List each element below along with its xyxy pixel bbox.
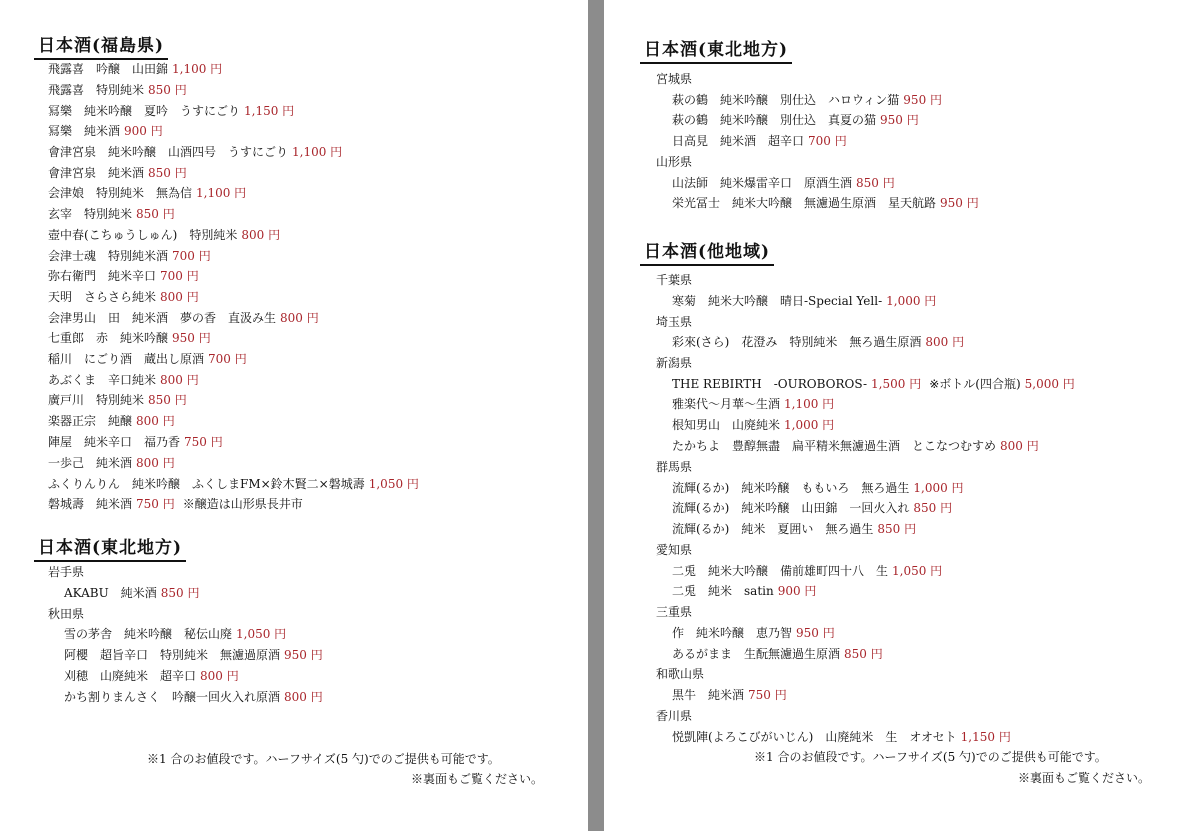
item-name: 会津士魂 特別純米酒 bbox=[48, 249, 169, 263]
list-item bbox=[48, 497, 303, 511]
item-name: 彩來(さら) 花澄み 特別純米 無ろ過生原酒 bbox=[672, 335, 922, 349]
list-item bbox=[672, 626, 835, 640]
list-item bbox=[48, 62, 222, 76]
region-heading-yamagata: 山形県 bbox=[656, 155, 693, 169]
list-item bbox=[48, 207, 175, 221]
list-item bbox=[672, 377, 1075, 391]
item-name: 黒牛 純米酒 bbox=[672, 688, 745, 702]
item-name: 飛露喜 吟醸 山田錦 bbox=[48, 62, 169, 76]
item-name: 雪の茅舎 純米吟醸 秘伝山廃 bbox=[64, 627, 233, 641]
page-divider bbox=[588, 0, 604, 831]
list-item bbox=[672, 501, 952, 515]
item-name: 廣戸川 特別純米 bbox=[48, 393, 145, 407]
list-item bbox=[48, 269, 199, 283]
item-price: 850 円 bbox=[160, 586, 200, 600]
list-item bbox=[672, 418, 834, 432]
item-price: 700 円 bbox=[160, 269, 199, 283]
item-price: 1,050 円 bbox=[368, 477, 419, 491]
list-item bbox=[672, 439, 1039, 453]
region-heading-wakayama: 和歌山県 bbox=[656, 667, 705, 681]
region-heading-gunma: 群馬県 bbox=[656, 460, 693, 474]
item-price: 1,500 円 bbox=[871, 377, 922, 391]
item-price: 950 円 bbox=[903, 93, 943, 107]
item-name: 會津宮泉 純米吟醸 山酒四号 うすにごり bbox=[48, 145, 289, 159]
item-name: 刈穂 山廃純米 超辛口 bbox=[64, 669, 197, 683]
item-name: 萩の鶴 純米吟醸 別仕込 ハロウィン猫 bbox=[672, 93, 900, 107]
section-title-tohoku: 日本酒(東北地方) bbox=[34, 538, 186, 562]
list-item bbox=[64, 690, 323, 704]
see-reverse-note: ※裏面もご覧ください。 bbox=[411, 772, 544, 786]
item-price: 1,000 円 bbox=[784, 418, 835, 432]
item-name: 寒菊 純米大吟醸 晴日-Special Yell- bbox=[672, 294, 883, 308]
item-price: 950 円 bbox=[796, 626, 835, 640]
item-name: 飛露喜 特別純米 bbox=[48, 83, 145, 97]
list-item bbox=[48, 228, 280, 242]
item-name: 陣屋 純米辛口 福乃香 bbox=[48, 435, 181, 449]
item-price: 1,150 円 bbox=[960, 730, 1011, 744]
list-item bbox=[672, 647, 883, 661]
item-price: 800 円 bbox=[284, 690, 323, 704]
list-item bbox=[672, 397, 834, 411]
item-name: たかちよ 豊醇無盡 扁平精米無濾過生酒 とこなつむすめ bbox=[672, 439, 997, 453]
item-name: 壺中春(こちゅうしゅん) 特別純米 bbox=[48, 228, 238, 242]
item-name: 七重郎 赤 純米吟醸 bbox=[48, 331, 169, 345]
list-item bbox=[672, 176, 895, 190]
item-name: 弥右衛門 純米辛口 bbox=[48, 269, 157, 283]
item-price: 1,150 円 bbox=[244, 104, 295, 118]
item-name: THE REBIRTH -OUROBOROS- bbox=[672, 377, 868, 391]
item-price: 1,050 円 bbox=[892, 564, 943, 578]
region-heading-akita: 秋田県 bbox=[48, 607, 85, 621]
list-item bbox=[672, 294, 936, 308]
list-item bbox=[672, 564, 942, 578]
item-name: AKABU 純米酒 bbox=[64, 586, 157, 600]
item-price: 750 円 bbox=[748, 688, 787, 702]
list-item bbox=[48, 331, 211, 345]
item-name: 會津宮泉 純米酒 bbox=[48, 166, 145, 180]
item-name: 会津男山 田 純米酒 夢の香 直汲み生 bbox=[48, 311, 277, 325]
item-price: 750 円 bbox=[136, 497, 175, 511]
item-name: 流輝(るか) 純米吟醸 ももいろ 無ろ過生 bbox=[672, 481, 910, 495]
list-item bbox=[672, 335, 964, 349]
item-name: 冩樂 純米酒 bbox=[48, 124, 121, 138]
item-price: 1,050 円 bbox=[236, 627, 287, 641]
item-name: 稲川 にごり酒 蔵出し原酒 bbox=[48, 352, 205, 366]
item-name: 根知男山 山廃純米 bbox=[672, 418, 781, 432]
item-name: 楽器正宗 純醸 bbox=[48, 414, 133, 428]
item-price: 800 円 bbox=[1000, 439, 1039, 453]
item-name: 玄宰 特別純米 bbox=[48, 207, 133, 221]
item-price: 800 円 bbox=[200, 669, 239, 683]
item-price: 800 円 bbox=[925, 335, 965, 349]
region-heading-iwate: 岩手県 bbox=[48, 565, 85, 579]
item-bottle-price: 5,000 円 bbox=[1024, 377, 1075, 391]
item-price: 800 円 bbox=[136, 414, 175, 428]
list-item bbox=[48, 166, 187, 180]
right-menu-page bbox=[604, 0, 1193, 831]
item-price: 1,000 円 bbox=[913, 481, 964, 495]
list-item bbox=[48, 145, 342, 159]
item-name: 一歩己 純米酒 bbox=[48, 456, 133, 470]
item-price: 700 円 bbox=[208, 352, 247, 366]
region-heading-chiba: 千葉県 bbox=[656, 273, 693, 287]
item-name: 流輝(るか) 純米 夏囲い 無ろ過生 bbox=[672, 522, 874, 536]
item-price: 850 円 bbox=[844, 647, 883, 661]
item-note: ※醸造は山形県長井市 bbox=[182, 497, 303, 511]
item-price: 1,000 円 bbox=[886, 294, 937, 308]
list-item bbox=[672, 93, 942, 107]
item-price: 850 円 bbox=[148, 83, 187, 97]
item-price: 800 円 bbox=[136, 456, 175, 470]
list-item bbox=[64, 586, 199, 600]
item-price: 800 円 bbox=[241, 228, 281, 242]
list-item bbox=[672, 584, 816, 598]
item-price: 1,100 円 bbox=[196, 186, 247, 200]
see-reverse-note: ※裏面もご覧ください。 bbox=[1018, 771, 1151, 785]
item-name: 冩樂 純米吟醸 夏吟 うすにごり bbox=[48, 104, 241, 118]
list-item bbox=[48, 393, 187, 407]
item-name: あぶくま 辛口純米 bbox=[48, 373, 157, 387]
item-price: 1,100 円 bbox=[292, 145, 343, 159]
item-name: ふくりんりん 純米吟醸 ふくしまFM×鈴木賢二×磐城壽 bbox=[48, 477, 365, 491]
item-price: 850 円 bbox=[913, 501, 953, 515]
item-price: 700 円 bbox=[808, 134, 847, 148]
list-item bbox=[48, 456, 175, 470]
item-name: 会津娘 特別純米 無為信 bbox=[48, 186, 193, 200]
list-item bbox=[64, 648, 323, 662]
section-title-other-regions: 日本酒(他地域) bbox=[640, 242, 774, 266]
list-item bbox=[672, 196, 979, 210]
item-price: 850 円 bbox=[856, 176, 895, 190]
item-name: あるがまま 生酛無濾過生原酒 bbox=[672, 647, 841, 661]
serving-size-note: ※1 合のお値段です。ハーフサイズ(5 勺)でのご提供も可能です。 bbox=[754, 750, 1107, 764]
list-item bbox=[48, 186, 246, 200]
item-price: 1,100 円 bbox=[172, 62, 223, 76]
list-item bbox=[48, 249, 211, 263]
item-price: 850 円 bbox=[148, 393, 187, 407]
list-item bbox=[672, 481, 964, 495]
list-item bbox=[672, 134, 847, 148]
item-name: かち割りまんさく 吟醸一回火入れ原酒 bbox=[64, 690, 281, 704]
list-item bbox=[48, 352, 247, 366]
region-heading-saitama: 埼玉県 bbox=[656, 315, 693, 329]
list-item bbox=[672, 730, 1011, 744]
list-item bbox=[48, 414, 175, 428]
item-price: 900 円 bbox=[124, 124, 163, 138]
item-price: 850 円 bbox=[136, 207, 175, 221]
list-item bbox=[48, 373, 199, 387]
region-heading-miyagi: 宮城県 bbox=[656, 72, 693, 86]
left-menu-page bbox=[0, 0, 588, 831]
item-price: 950 円 bbox=[940, 196, 979, 210]
item-price: 700 円 bbox=[172, 249, 211, 263]
item-name: 二兎 純米 satin bbox=[672, 584, 774, 598]
list-item bbox=[48, 311, 319, 325]
item-price: 750 円 bbox=[184, 435, 223, 449]
section-title-tohoku: 日本酒(東北地方) bbox=[640, 40, 792, 64]
item-name: 阿櫻 超旨辛口 特別純米 無濾過原酒 bbox=[64, 648, 281, 662]
item-name: 山法師 純米爆雷辛口 原酒生酒 bbox=[672, 176, 853, 190]
item-name: 悦凱陣(よろこびがいじん) 山廃純米 生 オオセト bbox=[672, 730, 957, 744]
item-name: 二兎 純米大吟醸 備前雄町四十八 生 bbox=[672, 564, 889, 578]
item-price: 850 円 bbox=[148, 166, 187, 180]
list-item bbox=[64, 627, 286, 641]
serving-size-note: ※1 合のお値段です。ハーフサイズ(5 勺)でのご提供も可能です。 bbox=[147, 752, 500, 766]
item-name: 作 純米吟醸 恵乃智 bbox=[672, 626, 793, 640]
item-name: 日高見 純米酒 超辛口 bbox=[672, 134, 805, 148]
item-name: 天明 さらさら純米 bbox=[48, 290, 157, 304]
region-heading-mie: 三重県 bbox=[656, 605, 693, 619]
item-price: 800 円 bbox=[160, 373, 199, 387]
item-name: 萩の鶴 純米吟醸 別仕込 真夏の猫 bbox=[672, 113, 877, 127]
list-item bbox=[48, 124, 163, 138]
list-item bbox=[672, 522, 916, 536]
list-item bbox=[64, 669, 239, 683]
list-item bbox=[672, 113, 919, 127]
item-name: 磐城壽 純米酒 bbox=[48, 497, 133, 511]
item-price: 800 円 bbox=[160, 290, 199, 304]
item-price: 800 円 bbox=[280, 311, 319, 325]
list-item bbox=[48, 435, 223, 449]
list-item bbox=[48, 477, 419, 491]
region-heading-aichi: 愛知県 bbox=[656, 543, 693, 557]
item-price: 950 円 bbox=[880, 113, 919, 127]
section-title-fukushima: 日本酒(福島県) bbox=[34, 36, 168, 60]
list-item bbox=[48, 83, 187, 97]
item-price: 950 円 bbox=[284, 648, 323, 662]
item-price: 950 円 bbox=[172, 331, 211, 345]
item-name: 栄光冨士 純米大吟醸 無濾過生原酒 星天航路 bbox=[672, 196, 937, 210]
list-item bbox=[672, 688, 787, 702]
item-name: 雅楽代～月華～生酒 bbox=[672, 397, 781, 411]
list-item bbox=[48, 104, 294, 118]
region-heading-niigata: 新潟県 bbox=[656, 356, 693, 370]
item-note: ※ボトル(四合瓶) bbox=[929, 377, 1021, 391]
region-heading-kagawa: 香川県 bbox=[656, 709, 693, 723]
item-name: 流輝(るか) 純米吟醸 山田錦 一回火入れ bbox=[672, 501, 910, 515]
list-item bbox=[48, 290, 199, 304]
item-price: 1,100 円 bbox=[784, 397, 835, 411]
item-price: 850 円 bbox=[877, 522, 917, 536]
item-price: 900 円 bbox=[777, 584, 817, 598]
